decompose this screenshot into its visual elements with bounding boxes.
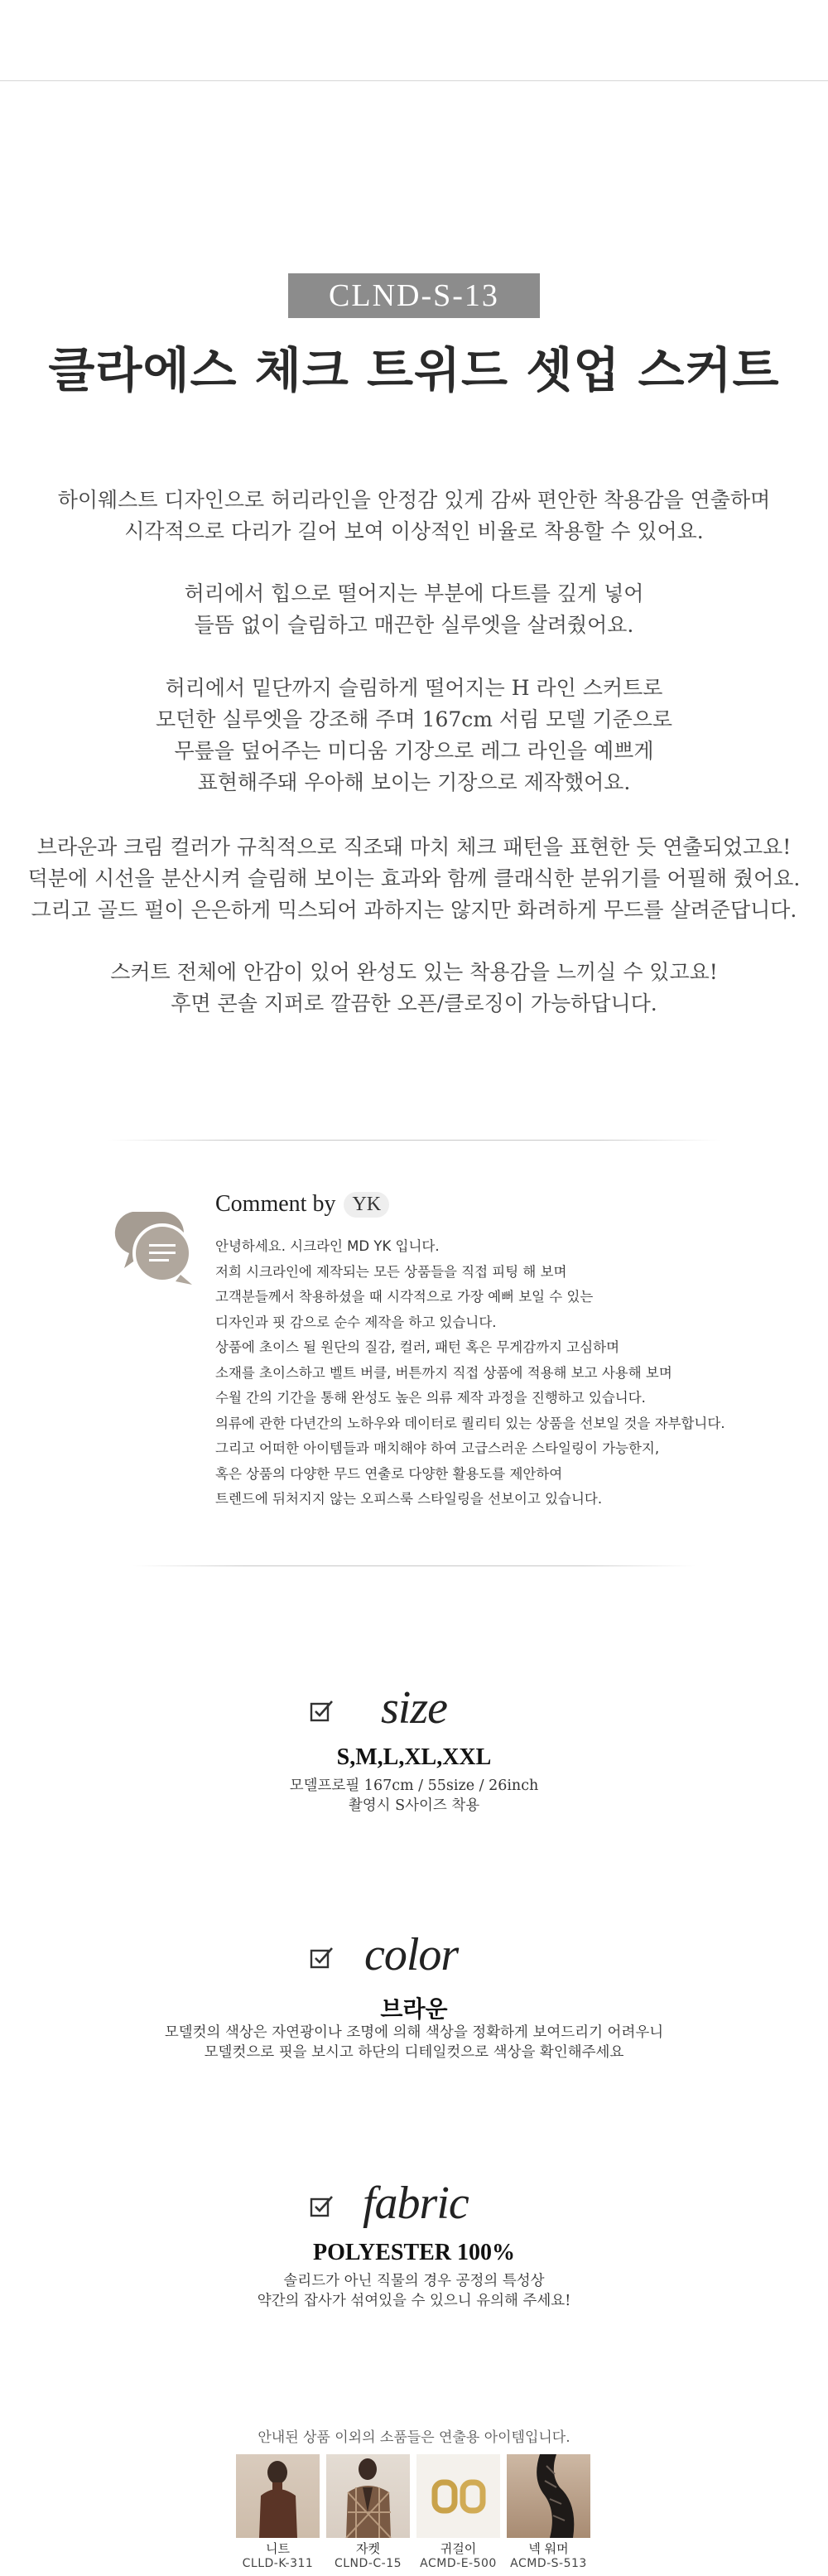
comment-line: 혹은 상품의 다양한 무드 연출로 다양한 활용도를 제안하여 <box>215 1465 563 1482</box>
color-note-line: 모델컷으로 핏을 보시고 하단의 디테일컷으로 색상을 확인해주세요 <box>204 2044 624 2061</box>
description-line: 들뜸 없이 슬림하고 매끈한 실루엣을 살려줬어요. <box>194 613 634 637</box>
description-line: 하이웨스트 디자인으로 허리라인을 안정감 있게 감싸 편안한 착용감을 연출하며 <box>57 488 771 512</box>
comment-line: 안녕하세요. 시크라인 MD YK 입니다. <box>215 1238 440 1254</box>
size-notes <box>0 1776 828 1816</box>
checkbox-checked-icon <box>309 1945 335 1971</box>
comment-line: 상품에 초이스 될 원단의 질감, 컬러, 패턴 혹은 무게감까지 고심하며 <box>215 1339 620 1355</box>
fabric-notes <box>0 2271 828 2311</box>
section-divider <box>132 1565 696 1566</box>
color-notes <box>0 2023 828 2062</box>
product-code-badge: CLND-S-13 <box>288 273 540 318</box>
comment-body <box>215 1234 762 1512</box>
accessory-code: ACMD-S-513 <box>510 2557 587 2570</box>
knit-thumbnail[interactable] <box>236 2454 320 2538</box>
description-line: 모던한 실루엣을 강조해 주며 167cm 서림 모델 기준으로 <box>155 707 673 731</box>
size-heading-text: size <box>381 1682 447 1734</box>
color-note-line: 모델컷의 색상은 자연광이나 조명에 의해 색상을 정확하게 보여드리기 어려우니 <box>164 2024 664 2041</box>
comment-line: 그리고 어떠한 아이템들과 매치해야 하여 고급스러운 스타일링이 가능한지, <box>215 1440 660 1456</box>
comment-heading <box>215 1188 389 1221</box>
product-title: 클라에스 체크 트위드 셋업 스커트 <box>48 342 780 398</box>
accessory-code: CLLD-K-311 <box>242 2557 314 2570</box>
description-line: 덕분에 시선을 분산시켜 슬림해 보이는 효과와 함께 클래식한 분위기를 어필해 줬어요. <box>27 866 801 890</box>
description-paragraph-4 <box>0 832 828 926</box>
neck-warmer-thumbnail[interactable] <box>507 2454 590 2538</box>
earring-thumbnail[interactable] <box>416 2454 500 2538</box>
comment-line: 수월 간의 기간을 통해 완성도 높은 의류 제작 과정을 진행하고 있습니다. <box>215 1390 646 1406</box>
size-heading <box>0 1681 828 1739</box>
description-paragraph-3 <box>0 673 828 798</box>
size-value: S,M,L,XL,XXL <box>336 1744 492 1770</box>
accessory-code: ACMD-E-500 <box>420 2557 497 2570</box>
description-paragraph-5 <box>0 957 828 1020</box>
accessory-item-jacket[interactable] <box>326 2454 410 2571</box>
earring-photo <box>416 2454 500 2538</box>
color-value: 브라운 <box>380 1997 448 2023</box>
section-divider <box>108 1140 720 1141</box>
comment-line: 트렌드에 뒤처지지 않는 오피스룩 스타일링을 선보이고 있습니다. <box>215 1491 603 1507</box>
comment-line: 의류에 관한 다년간의 노하우와 데이터로 퀄리티 있는 상품을 선보일 것을 자부합니다. <box>215 1415 725 1431</box>
fabric-note-line: 솔리드가 아닌 직물의 경우 공정의 특성상 <box>283 2273 545 2289</box>
description-paragraph-2 <box>0 578 828 641</box>
color-heading-text: color <box>364 1929 459 1980</box>
comment-by-label: Comment by <box>215 1191 336 1217</box>
fabric-value: POLYESTER 100% <box>312 2240 516 2265</box>
description-line: 브라운과 크림 컬러가 규칙적으로 직조돼 마치 체크 패턴을 표현한 듯 연출되었고요! <box>36 835 792 859</box>
color-heading <box>0 1928 828 1986</box>
fabric-heading-text: fabric <box>363 2178 469 2229</box>
description-paragraph-1 <box>0 485 828 548</box>
size-note-line: 모델프로필 167cm / 55size / 26inch <box>289 1778 539 1794</box>
knit-photo <box>236 2454 320 2538</box>
accessory-name: 귀걸이 <box>440 2541 477 2556</box>
top-divider <box>0 80 828 81</box>
comment-line: 디자인과 핏 감으로 순수 제작을 하고 있습니다. <box>215 1314 497 1330</box>
accessory-code: CLND-C-15 <box>334 2557 402 2570</box>
accessory-name: 니트 <box>266 2541 290 2556</box>
description-line: 무릎을 덮어주는 미디움 기장으로 레그 라인을 예쁘게 <box>174 739 654 763</box>
accessories-note: 안내된 상품 이외의 소품들은 연출용 아이템입니다. <box>258 2429 570 2446</box>
speech-bubbles-icon <box>108 1205 199 1288</box>
jacket-thumbnail[interactable] <box>326 2454 410 2538</box>
description-line: 후면 콘솔 지퍼로 깔끔한 오픈/클로징이 가능하답니다. <box>171 991 657 1015</box>
accessories-list <box>236 2454 592 2571</box>
accessory-item-neck-warmer[interactable] <box>507 2454 590 2571</box>
description-line: 허리에서 밑단까지 슬림하게 떨어지는 H 라인 스커트로 <box>165 676 663 700</box>
comment-line: 소재를 초이스하고 벨트 버클, 버튼까지 직접 상품에 적용해 보고 사용해 보며 <box>215 1364 672 1381</box>
description-line: 그리고 골드 펄이 은은하게 믹스되어 과하지는 않지만 화려하게 무드를 살려준답니다. <box>31 898 797 922</box>
checkbox-checked-icon <box>309 2193 335 2220</box>
checkbox-checked-icon <box>309 1698 335 1725</box>
description-line: 허리에서 힙으로 떨어지는 부분에 다트를 깊게 넣어 <box>184 581 644 605</box>
fabric-heading <box>0 2177 828 2235</box>
accessory-name: 넥 워머 <box>528 2541 569 2556</box>
description-line: 스커트 전체에 안감이 있어 완성도 있는 착용감을 느끼실 수 있고요! <box>110 960 718 984</box>
description-line: 시각적으로 다리가 길어 보여 이상적인 비율로 착용할 수 있어요. <box>124 519 704 543</box>
comment-line: 고객분들께서 착용하셨을 때 시각적으로 가장 예뻐 보일 수 있는 <box>215 1289 594 1305</box>
description-line: 표현해주돼 우아해 보이는 기장으로 제작했어요. <box>197 770 631 794</box>
comment-author-badge: YK <box>344 1192 389 1218</box>
jacket-photo <box>326 2454 410 2538</box>
comment-line: 저희 시크라인에 제작되는 모든 상품들을 직접 피팅 해 보며 <box>215 1263 567 1280</box>
size-note-line: 촬영시 S사이즈 착용 <box>348 1797 480 1814</box>
neck-warmer-photo <box>507 2454 590 2538</box>
accessory-item-knit[interactable] <box>236 2454 320 2571</box>
fabric-note-line: 약간의 잡사가 섞여있을 수 있으니 유의해 주세요! <box>257 2293 571 2309</box>
accessory-item-earring[interactable] <box>416 2454 500 2571</box>
accessory-name: 자켓 <box>356 2541 380 2556</box>
